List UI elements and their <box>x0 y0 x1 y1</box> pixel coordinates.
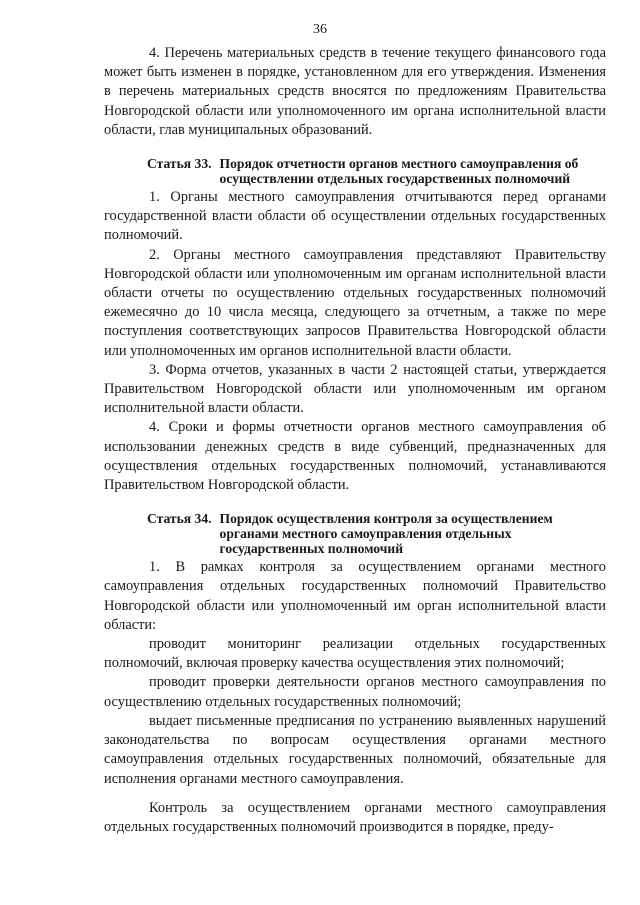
paragraph: Контроль за осуществлением органами местного самоуправления отдельных государственных полномочий производится в порядке, преду- <box>104 799 606 835</box>
paragraph: 1. В рамках контроля за осуществлением органами местного самоуправления отдельных государственных полномочий Правительство Новгородской области или уполномоченный им орган исполнительной власти области: <box>104 559 606 633</box>
paragraph: 3. Форма отчетов, указанных в части 2 настоящей статьи, утверждается Правительством Новгородской области или уполномоченным им органом исполнительной власти области. <box>104 361 606 417</box>
article-number: Статья 33. <box>147 156 212 172</box>
document-body <box>104 44 606 837</box>
article-number: Статья 34. <box>147 511 212 527</box>
article-title: Порядок отчетности органов местного самоуправления об осуществлении отдельных государственных полномочий <box>219 156 579 187</box>
article-title: Порядок осуществления контроля за осуществлением органами местного самоуправления отдельных государственных полномочий <box>219 511 553 557</box>
paragraph: проводит проверки деятельности органов местного самоуправления по осуществлению отдельных государственных полномочий; <box>104 674 606 710</box>
article-33-heading <box>104 156 606 186</box>
paragraph: 1. Органы местного самоуправления отчитываются перед органами государственной власти области об осуществлении отдельных государственных полномочий. <box>104 189 606 244</box>
paragraph: выдает письменные предписания по устранению выявленных нарушений законодательства по вопросам осуществления органами местного самоуправления отдельных государственных полномочий, обязательные для исполнения органами местного самоуправления. <box>104 712 606 787</box>
paragraph: 4. Сроки и формы отчетности органов местного самоуправления об использовании денежных средств в виде субвенций, предназначенных для осуществления отдельных государственных полномочий, устанавливаются Правительством Новгородской области. <box>104 419 606 494</box>
paragraph: 2. Органы местного самоуправления представляют Правительству Новгородской области или уполномоченным им органам исполнительной власти области отчеты по осуществлению отдельных государственных полномочий ежемесячно до 10 числа месяца, следующего за отчетным, а также по мере поступления соответствующих запросов Правительства Новгородской области или уполномоченных им органов исполнительной власти области. <box>104 246 606 359</box>
paragraph: 4. Перечень материальных средств в течение текущего финансового года может быть изменен в порядке, установленном для его утверждения. Изменения в перечень материальных средств вносятся по предложениям Правительства Новгородской области или уполномоченного им органа исполнительной власти области, глав муниципальных образований. <box>104 45 606 138</box>
paragraph: проводит мониторинг реализации отдельных государственных полномочий, включая проверку качества осуществления этих полномочий; <box>104 636 606 672</box>
article-34-heading <box>104 511 606 556</box>
page-number: 36 <box>313 22 327 37</box>
